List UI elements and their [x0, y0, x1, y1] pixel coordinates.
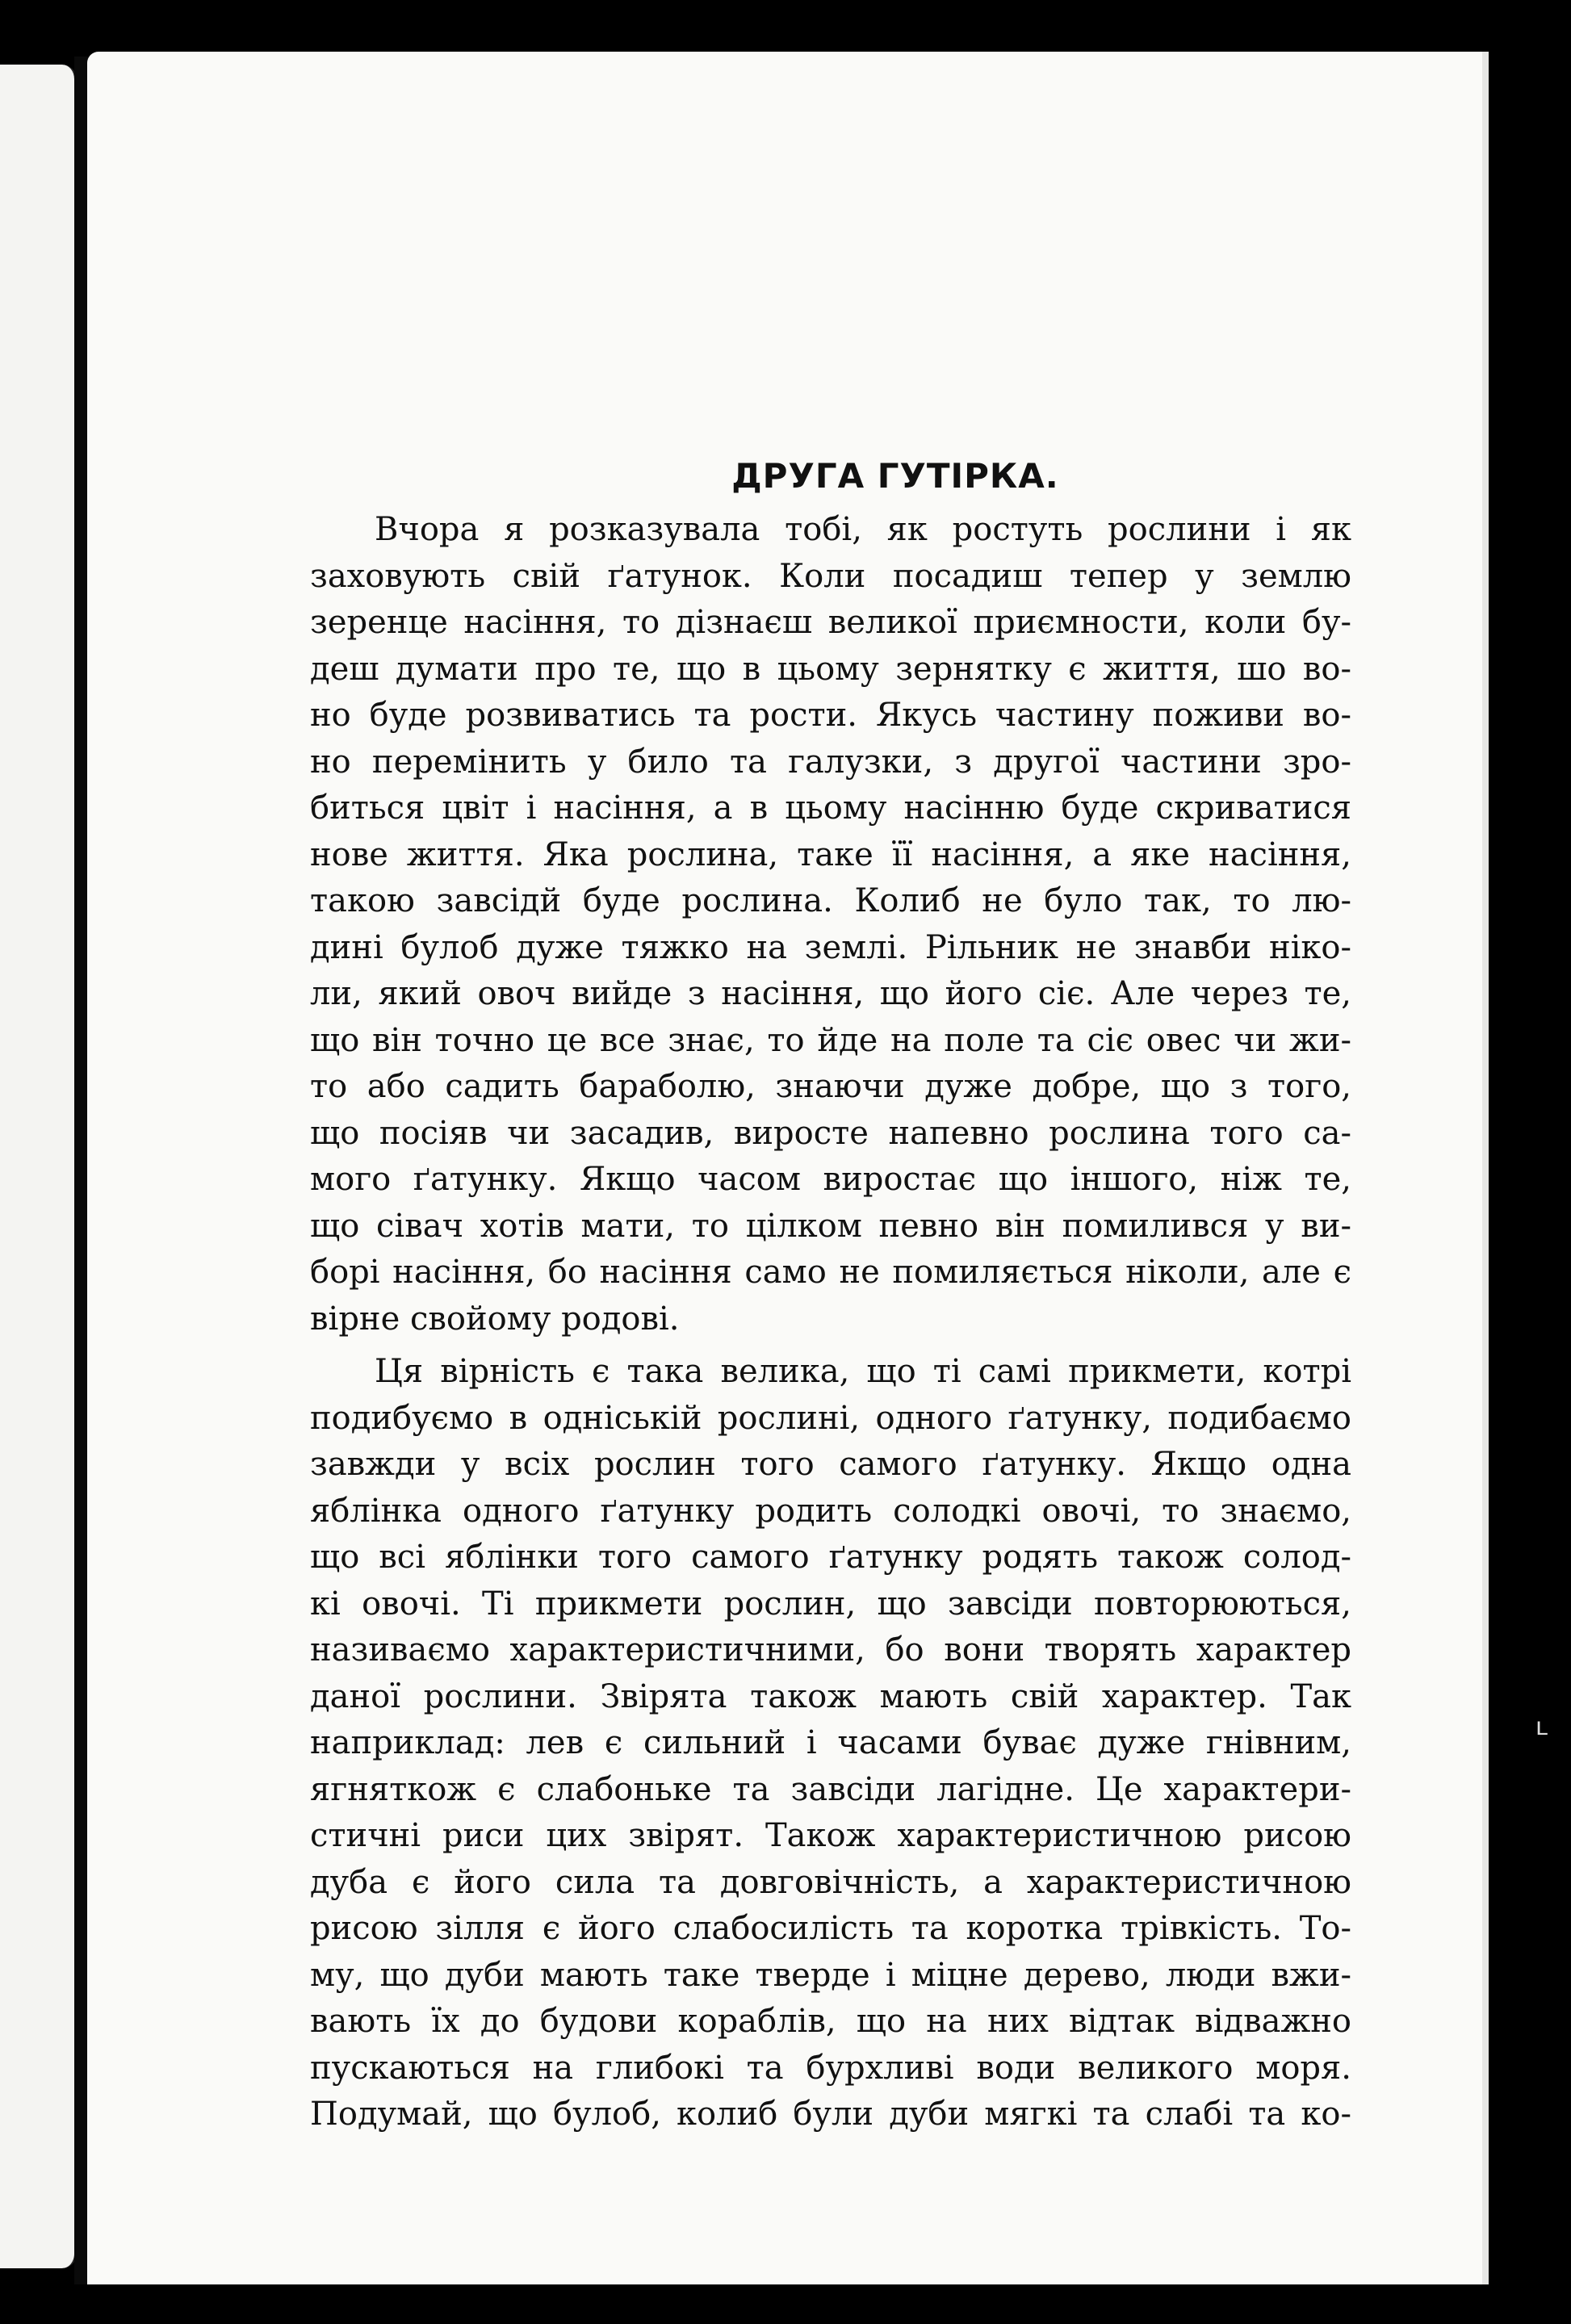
text-line: мого ґатунку. Якщо часом виростає що іншого, ніж те, — [310, 1161, 1351, 1198]
text-line: му, що дуби мають таке тверде і міцне дерево, люди вжи- — [310, 1956, 1351, 1994]
text-line: заховують свій ґатунок. Коли посадиш тепер у землю — [310, 557, 1351, 595]
text-line: ли, який овоч вийде з насіння, що його сіє. Але через те, — [310, 975, 1351, 1012]
text-line: даної рослини. Звірята також мають свій характер. Так — [310, 1677, 1351, 1715]
text-line: що сівач хотів мати, то цілком певно він помилився у ви- — [310, 1207, 1351, 1245]
text-line: яблінка одного ґатунку родить солодкі овочі, то знаємо, — [310, 1492, 1351, 1530]
text-line: но буде розвиватись та рости. Якусь частину поживи во- — [310, 697, 1351, 734]
text-line: Ця вірність є така велика, що ті самі прикмети, котрі — [375, 1353, 1351, 1390]
text-line: дині булоб дуже тяжко на землі. Рільник не знавби ніко- — [310, 928, 1351, 966]
text-line: Вчора я розказувала тобі, як ростуть рослини і як — [375, 511, 1351, 548]
page-right-edge — [1482, 52, 1489, 2284]
text-line: кі овочі. Ті прикмети рослин, що завсіди повторюються, — [310, 1585, 1351, 1623]
text-line: називаємо характеристичними, бо вони творять характер — [310, 1631, 1351, 1669]
text-line: стичні риси цих звірят. Також характеристичною рисою — [310, 1817, 1351, 1854]
chapter-heading: ДРУГА ГУТІРКА. — [731, 456, 1059, 496]
text-line: деш думати про те, що в цьому зернятку є життя, шо во- — [310, 650, 1351, 688]
text-line: борі насіння, бо насіння само не помиляється ніколи, але є — [310, 1254, 1351, 1291]
text-line: такою завсідй буде рослина. Колиб не було так, то лю- — [310, 882, 1351, 919]
text-line: но перемінить у било та галузки, з другої частини зро- — [310, 743, 1351, 781]
text-line: наприклад: лев є сильний і часами буває дуже гнівним, — [310, 1724, 1351, 1761]
text-line: биться цвіт і насіння, а в цьому насінню буде скриватися — [310, 789, 1351, 827]
text-line: що він точно це все знає, то йде на поле та сіє овес чи жи- — [310, 1021, 1351, 1059]
margin-mark: ʟ — [1535, 1713, 1548, 1741]
page-text-block — [310, 452, 1351, 2138]
text-line: що всі яблінки того самого ґатунку родять також солод- — [310, 1539, 1351, 1576]
text-line: вірне свойому родові. — [310, 1300, 680, 1338]
text-line: пускаються на глибокі та бурхливі води великого моря. — [310, 2049, 1351, 2087]
previous-page-edge — [0, 65, 77, 2268]
text-line: Подумай, що булоб, колиб були дуби мягкі та слабі та ко- — [310, 2096, 1351, 2133]
text-line: завжди у всіх рослин того самого ґатунку. Якщо одна — [310, 1446, 1351, 1483]
paragraph-2 — [310, 1349, 1351, 2138]
paragraph-1 — [310, 507, 1351, 1342]
text-line: рисою зілля є його слабосилість та коротка трівкість. То- — [310, 1910, 1351, 1947]
text-line: ягняткож є слабоньке та завсіди лагідне. Це характери- — [310, 1770, 1351, 1808]
text-line: то або садить бараболю, знаючи дуже добре, що з того, — [310, 1068, 1351, 1105]
text-line: нове життя. Яка рослина, таке її насіння, а яке насіння, — [310, 835, 1351, 873]
text-line: дуба є його сила та довговічність, а характеристичною — [310, 1863, 1351, 1901]
text-line: подибуємо в одніській рослині, одного ґатунку, подибаємо — [310, 1399, 1351, 1437]
text-line: що посіяв чи засадив, виросте напевно рослина того са- — [310, 1114, 1351, 1152]
text-line: зеренце насіння, то дізнаєш великої приємности, коли бу- — [310, 604, 1351, 641]
text-line: вають їх до будови кораблів, що на них відтак відважно — [310, 2003, 1351, 2040]
